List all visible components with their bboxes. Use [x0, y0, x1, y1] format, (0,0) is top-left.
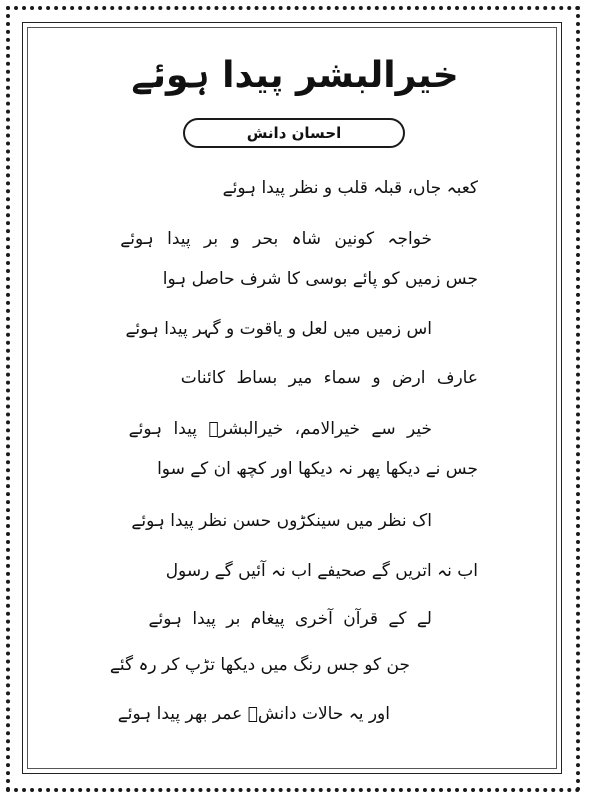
author-name: احسان دانش: [246, 124, 342, 142]
verse-line-10: لے کے قرآن آخری پیغام بر پیدا ہوئے: [148, 609, 432, 629]
verse-line-5: عارف ارض و سماء میر بساط کائنات: [180, 368, 478, 388]
verse-line-1: کعبہ جاں، قبلہ قلب و نظر پیدا ہوئے: [222, 178, 478, 198]
verse-line-11: جن کو جس رنگ میں دیکھا تڑپ کر رہ گئے: [109, 655, 410, 675]
author-badge: [183, 118, 405, 148]
verse-line-8: اک نظر میں سینکڑوں حسن نظر پیدا ہوئے: [131, 511, 432, 531]
verse-line-7: جس نے دیکھا پھر نہ دیکھا اور کچھ ان کے سوا: [157, 459, 478, 479]
verse-line-4: اس زمیں میں لعل و یاقوت و گہر پیدا ہوئے: [125, 319, 432, 339]
verse-line-3: جس زمیں کو پائے بوسی کا شرف حاصل ہوا: [162, 269, 478, 289]
verse-line-2: خواجہ کونین شاہ بحر و بر پیدا ہوئے: [120, 229, 432, 249]
verse-line-12: اور یہ حالات دانشؔ عمر بھر پیدا ہوئے: [117, 704, 390, 724]
verse-line-6: خیر سے خیرالامم، خیرالبشرؐ پیدا ہوئے: [128, 419, 432, 439]
verse-line-9: اب نہ اتریں گے صحیفے اب نہ آئیں گے رسول: [165, 561, 478, 581]
poem-title: خیرالبشر پیدا ہوئے: [131, 55, 459, 96]
